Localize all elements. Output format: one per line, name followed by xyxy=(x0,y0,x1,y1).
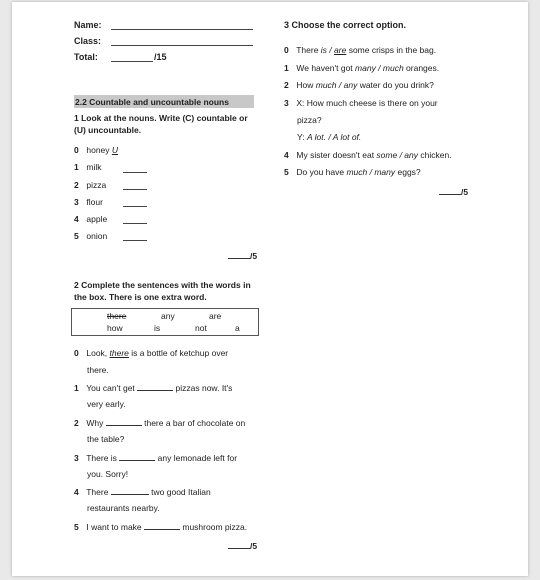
name-field[interactable] xyxy=(111,29,253,30)
total-max: /15 xyxy=(154,52,167,62)
ex2-sentence-3: 3 There is any lemonade left for xyxy=(74,453,238,463)
ex1-blank-1[interactable] xyxy=(123,172,147,173)
ex2-blank-1[interactable] xyxy=(137,382,173,391)
word-box-how: how xyxy=(107,323,123,333)
ex3-item-3-answer[interactable]: Y: A lot. / A lot of. xyxy=(297,132,362,142)
ex3-item-0: 0 There is / are some crisps in the bag. xyxy=(284,45,437,55)
word-box-there: there xyxy=(107,311,127,321)
ex2-sentence-1-cont: very early. xyxy=(87,399,126,409)
ex1-item-5: 5 onion xyxy=(74,231,108,241)
ex1-answer-0: U xyxy=(111,145,119,155)
total-label: Total: xyxy=(74,52,98,62)
ex2-sentence-2-cont: the table? xyxy=(87,434,125,444)
class-label: Class: xyxy=(74,36,102,46)
word-box-not: not xyxy=(195,323,207,333)
ex3-item-1[interactable]: 1 We haven't got many / much oranges. xyxy=(284,63,440,73)
class-field[interactable] xyxy=(111,45,253,46)
word-box-are: are xyxy=(209,311,222,321)
ex2-sentence-2: 2 Why there a bar of chocolate on xyxy=(74,418,246,428)
ex1-item-0: 0 honey U xyxy=(74,145,119,155)
ex2-sentence-0: 0 Look, there is a bottle of ketchup over xyxy=(74,348,229,358)
ex3-item-2[interactable]: 2 How much / any water do you drink? xyxy=(284,80,434,90)
ex2-instruction-line2: the box. There is one extra word. xyxy=(74,292,207,302)
ex1-blank-3[interactable] xyxy=(123,206,147,207)
ex1-item-3: 3 flour xyxy=(74,197,103,207)
ex3-item-4[interactable]: 4 My sister doesn't eat some / any chicken. xyxy=(284,150,452,160)
ex2-blank-2[interactable] xyxy=(106,417,142,426)
ex3-score: /5 xyxy=(439,186,468,197)
ex1-blank-2[interactable] xyxy=(123,189,147,190)
ex3-item-5[interactable]: 5 Do you have much / many eggs? xyxy=(284,167,421,177)
ex3-item-3: 3 X: How much cheese is there on your xyxy=(284,98,438,108)
ex2-sentence-3-cont: you. Sorry! xyxy=(87,469,129,479)
ex1-score: /5 xyxy=(228,250,257,261)
section-heading: 2.2 Countable and uncountable nouns xyxy=(75,97,229,107)
ex3-item-3-cont: pizza? xyxy=(297,115,322,125)
name-label: Name: xyxy=(74,20,102,30)
total-field[interactable] xyxy=(111,61,153,62)
ex1-item-1: 1 milk xyxy=(74,162,102,172)
ex2-blank-4[interactable] xyxy=(111,486,149,495)
ex1-blank-4[interactable] xyxy=(123,223,147,224)
ex2-instruction-line1: 2 Complete the sentences with the words in xyxy=(74,280,251,290)
ex2-blank-3[interactable] xyxy=(119,452,155,461)
ex2-score: /5 xyxy=(228,540,257,551)
ex1-item-4: 4 apple xyxy=(74,214,108,224)
worksheet-page xyxy=(12,2,528,576)
word-box-a: a xyxy=(235,323,240,333)
word-box-is: is xyxy=(154,323,161,333)
ex1-instruction-line1: 1 Look at the nouns. Write (C) countable or xyxy=(74,113,248,123)
ex2-sentence-4: 4 There two good Italian xyxy=(74,487,211,497)
ex3-instruction: 3 Choose the correct option. xyxy=(284,20,407,30)
ex1-instruction-line2: (U) uncountable. xyxy=(74,125,142,135)
ex2-sentence-5: 5 I want to make mushroom pizza. xyxy=(74,522,248,532)
ex2-blank-5[interactable] xyxy=(144,521,180,530)
ex1-item-2: 2 pizza xyxy=(74,180,107,190)
ex2-sentence-0-cont: there. xyxy=(87,365,109,375)
ex2-sentence-4-cont: restaurants nearby. xyxy=(87,503,160,513)
ex2-sentence-1: 1 You can't get pizzas now. It's xyxy=(74,383,233,393)
word-box-any: any xyxy=(161,311,175,321)
ex1-blank-5[interactable] xyxy=(123,240,147,241)
